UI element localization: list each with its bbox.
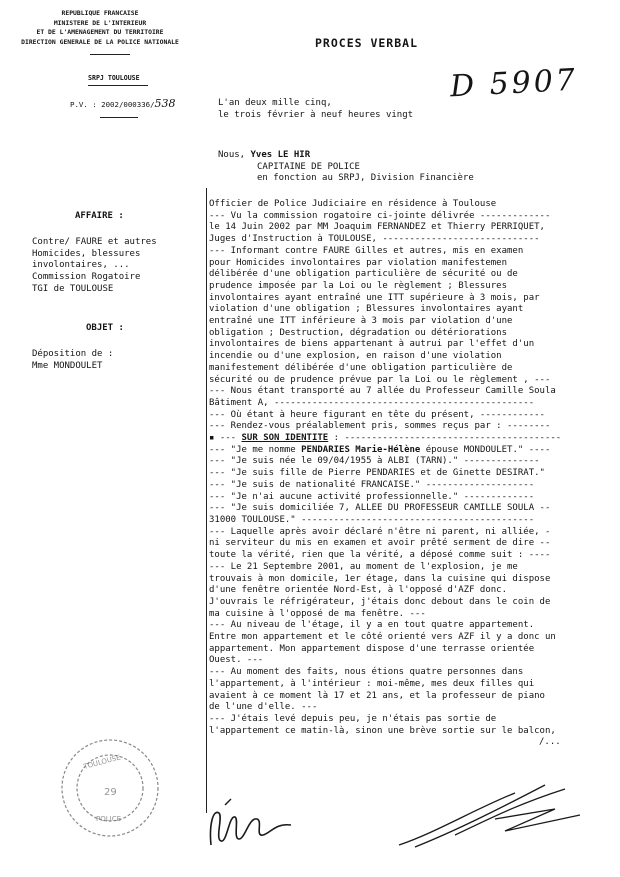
affaire-line: Homicides, blessures bbox=[32, 248, 141, 259]
service-divider bbox=[88, 85, 148, 86]
header-line: ET DE L'AMENAGEMENT DU TERRITOIRE bbox=[36, 28, 164, 37]
body-line: sécurité ou de prudence prévue par la Loi ou le règlement , --- bbox=[209, 374, 551, 385]
body-line: --- "Je n'ai aucune activité professionnelle." ------------- bbox=[209, 491, 535, 502]
handwritten-reference: D 5907 bbox=[449, 62, 579, 105]
body-line: --- "Je suis née le 09/04/1955 à ALBI (TARN)." -------------- bbox=[209, 456, 540, 467]
affaire-heading: AFFAIRE : bbox=[75, 211, 124, 221]
body-line: incendie ou d'une explosion, en raison d'une violation bbox=[209, 351, 502, 362]
body-line: prudence imposée par la Loi ou le règlement ; Blessures bbox=[209, 280, 508, 291]
body-line: Juges d'Instruction à TOULOUSE, ----------------------------- bbox=[209, 234, 540, 245]
statement-body bbox=[209, 199, 619, 749]
body-line: --- Où étant à heure figurant en tête du présent, ------------ bbox=[209, 409, 545, 420]
objet-heading: OBJET : bbox=[86, 323, 124, 333]
identity-name-line bbox=[209, 445, 619, 457]
date-block bbox=[218, 98, 413, 121]
body-line: avaient à ce moment là 17 et 21 ans, et la professeur de piano bbox=[209, 690, 545, 701]
pv-handwritten-number: 538 bbox=[154, 97, 176, 110]
identity-name-prefix: --- "Je me nomme bbox=[209, 444, 302, 455]
body-line: Ouest. --- bbox=[209, 655, 264, 666]
identity-heading: SUR SON IDENTITE bbox=[241, 433, 329, 444]
officer-rank: CAPITAINE DE POLICE bbox=[257, 161, 360, 172]
body-line: Entre mon appartement et le côté orienté vers AZF il y a donc un bbox=[209, 632, 556, 643]
ministry-header bbox=[0, 9, 200, 47]
body-line: l'appartement ce matin-là, sinon une brève sortie sur le balcon, bbox=[209, 725, 556, 736]
body-line: trouvais à mon domicile, 1er étage, dans la cuisine qui dispose bbox=[209, 573, 551, 584]
body-line: involontaires ayant entraîné une ITT supérieure à 3 mois, par bbox=[209, 292, 540, 303]
officer-block bbox=[218, 150, 474, 185]
date-line: le trois février à neuf heures vingt bbox=[218, 109, 414, 120]
bullet-marker: ▪ --- bbox=[209, 433, 242, 444]
date-line: L'an deux mille cinq, bbox=[218, 98, 332, 108]
service-name: SRPJ TOULOUSE bbox=[88, 74, 140, 82]
body-line: Officier de Police Judiciaire en résidence à Toulouse bbox=[209, 199, 497, 209]
header-divider bbox=[90, 54, 130, 55]
continuation-mark: /... bbox=[539, 737, 561, 748]
header-line: DIRECTION GENERALE DE LA POLICE NATIONALE bbox=[21, 37, 179, 46]
body-line: ma cuisine à l'opposé de ma fenêtre. --- bbox=[209, 608, 426, 619]
body-line: --- Au moment des faits, nous étions quatre personnes dans bbox=[209, 667, 524, 678]
body-line: l'appartement, à l'intérieur : moi-même, mes deux filles qui bbox=[209, 678, 535, 689]
affaire-line: Commission Rogatoire bbox=[32, 272, 141, 283]
header-line: MINISTERE DE L'INTERIEUR bbox=[53, 18, 147, 27]
document-title: PROCES VERBAL bbox=[315, 36, 419, 50]
body-line: manifestement délibérée d'une obligation particulière de bbox=[209, 362, 513, 373]
officer-unit: en fonction au SRPJ, Division Financière bbox=[257, 173, 474, 184]
body-line: --- Laquelle après avoir déclaré n'être ni parent, ni alliée, - bbox=[209, 526, 551, 537]
police-stamp bbox=[52, 733, 172, 843]
witness-signature bbox=[395, 775, 600, 855]
objet-block bbox=[32, 349, 192, 372]
body-line: --- Le 21 Septembre 2001, au moment de l'explosion, je me bbox=[209, 561, 518, 572]
body-line: --- Rendez-vous préalablement pris, sommes reçus par : -------- bbox=[209, 421, 551, 432]
body-line: appartement. Mon appartement dispose d'une terrasse orientée bbox=[209, 643, 535, 654]
officer-intro: Nous, bbox=[218, 150, 246, 160]
body-line: d'une fenêtre orientée Nord-Est, à l'opposé d'AZF donc. bbox=[209, 585, 508, 596]
identity-heading-rest: : ---------------------------------------- bbox=[328, 433, 562, 444]
witness-name: PENDARIES Marie-Hélène bbox=[301, 444, 421, 455]
body-line: entraîné une ITT inférieure à 3 mois par violation d'une bbox=[209, 316, 513, 327]
body-line: le 14 Juin 2002 par MM Joaquim FERNANDEZ et Thierry PERRIQUET, bbox=[209, 222, 545, 233]
identity-heading-line bbox=[209, 433, 619, 445]
body-line: --- "Je suis de nationalité FRANCAISE." -------------------- bbox=[209, 479, 535, 490]
affaire-line: Contre/ FAURE et autres bbox=[32, 237, 157, 247]
svg-text:TOULOUSE: TOULOUSE bbox=[82, 753, 122, 771]
body-line: Bâtiment A, ------------------------------------------------ bbox=[209, 397, 535, 408]
body-line: toute la vérité, rien que la vérité, a déposé comme suit : ---- bbox=[209, 550, 551, 561]
svg-text:29: 29 bbox=[104, 787, 117, 798]
body-line: involontaires de biens appartenant à autrui par l'effet d'un bbox=[209, 339, 535, 350]
affaire-line: TGI de TOULOUSE bbox=[32, 283, 114, 294]
affaire-block bbox=[32, 237, 192, 296]
pv-label: P.V. : 2002/000336/ bbox=[70, 100, 155, 109]
body-line: --- Nous étant transporté au 7 allée du Professeur Camille Soula bbox=[209, 386, 556, 397]
pv-number bbox=[70, 97, 176, 110]
objet-line: Déposition de : bbox=[32, 349, 114, 359]
objet-line: Mme MONDOULET bbox=[32, 360, 103, 371]
body-line: délibérée d'une obligation particulière de sécurité ou de bbox=[209, 269, 518, 280]
body-line: violation d'une obligation ; Blessures involontaires ayant bbox=[209, 304, 524, 315]
body-line: --- "Je suis domiciliée 7, ALLEE DU PROFESSEUR CAMILLE SOULA -- bbox=[209, 503, 551, 514]
body-line: ni serviteur du mis en examen et avoir prêté serment de dire -- bbox=[209, 538, 551, 549]
officer-signature bbox=[205, 795, 300, 855]
body-line: de l'une d'elle. --- bbox=[209, 702, 318, 713]
pv-divider bbox=[100, 117, 138, 118]
body-line: --- J'étais levé depuis peu, je n'étais pas sortie de bbox=[209, 713, 497, 724]
body-line: J'ouvrais le réfrigérateur, j'étais donc debout dans le coin de bbox=[209, 596, 551, 607]
body-line: 31000 TOULOUSE." ------------------------------------------- bbox=[209, 514, 535, 525]
margin-rule bbox=[206, 188, 207, 813]
affaire-line: involontaires, ... bbox=[32, 260, 130, 271]
body-line: --- Informant contre FAURE Gilles et autres, mis en examen bbox=[209, 245, 524, 256]
body-line: --- "Je suis fille de Pierre PENDARIES et de Ginette DESIRAT." bbox=[209, 468, 545, 479]
svg-text:POLICE: POLICE bbox=[96, 815, 122, 823]
body-line: --- Au niveau de l'étage, il y a en tout quatre appartement. bbox=[209, 620, 535, 631]
body-line: obligation ; Destruction, dégradation ou détériorations bbox=[209, 327, 508, 338]
body-line: pour Homicides involontaires par violation manifestemen bbox=[209, 257, 508, 268]
identity-name-suffix: épouse MONDOULET." ---- bbox=[420, 444, 551, 455]
body-line: --- Vu la commission rogatoire ci-jointe délivrée ------------- bbox=[209, 210, 551, 221]
header-line: REPUBLIQUE FRANCAISE bbox=[61, 9, 139, 17]
officer-name: Yves LE HIR bbox=[250, 150, 311, 160]
